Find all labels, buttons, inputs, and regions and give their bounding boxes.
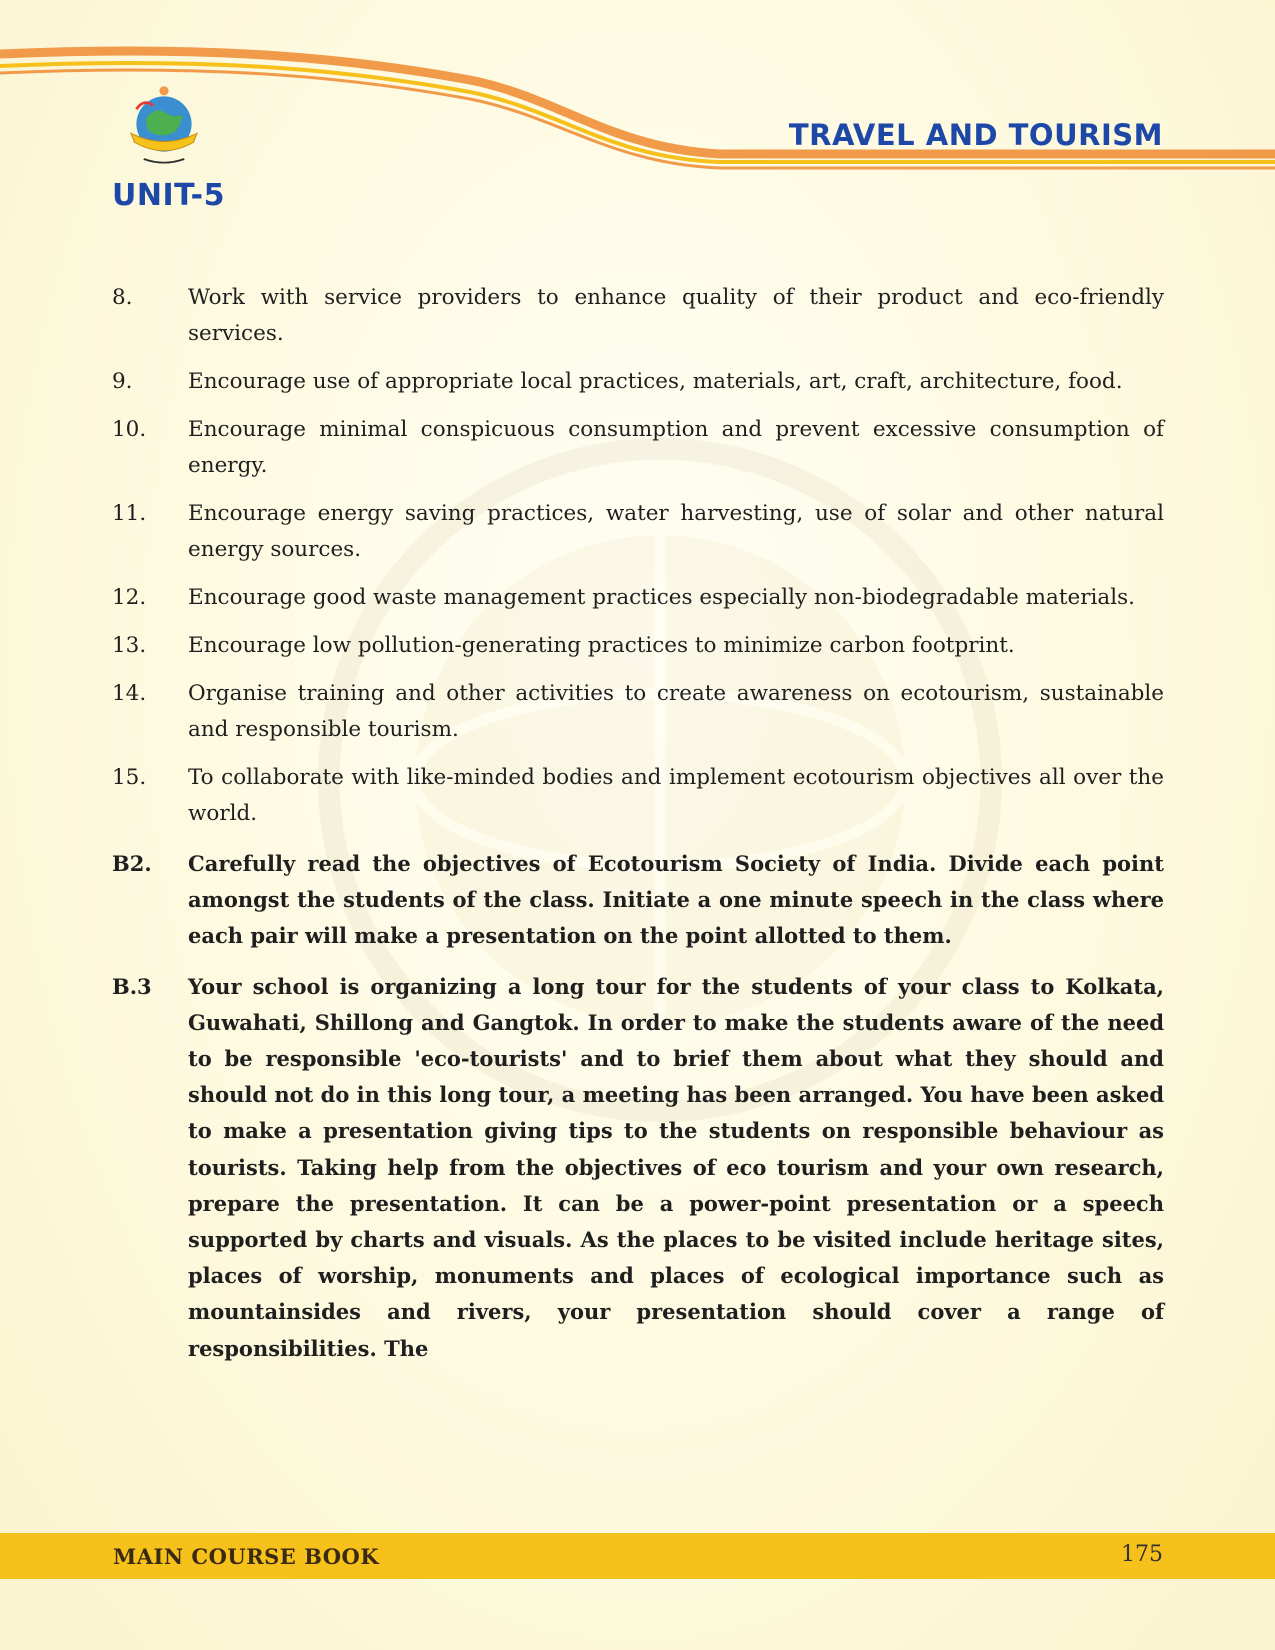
list-item [112, 364, 1164, 400]
task-b2 [112, 846, 1164, 955]
list-item [112, 760, 1164, 832]
task-number: B.3 [112, 973, 152, 999]
item-number: 13. [112, 633, 147, 658]
task-b3 [112, 969, 1164, 1367]
task-text: Your school is organizing a long tour for the students of your class to Kolkata, Guwahati, Shillong and Gangtok. In order to make the students aware of the need to be responsible 'eco-tourists' and to brief them about what they should and should not do in this long tour, a meeting has been arranged. You have been asked to make a presentation giving tips to the students on responsible behaviour as tourists. Taking help from the objectives of eco tourism and your own research, prepare the presentation. It can be a power-point presentation or a speech supported by charts and visuals. As the places to be visited include heritage sites, places of worship, monuments and places of ecological importance such as mountainsides and rivers, your presentation should cover a range of responsibilities. The [188, 973, 1164, 1361]
item-text: Work with service providers to enhance quality of their product and eco-friendly services. [188, 285, 1164, 346]
item-number: 12. [112, 585, 147, 610]
item-text: Organise training and other activities to create awareness on ecotourism, sustainable and responsible tourism. [188, 681, 1164, 742]
item-text: To collaborate with like-minded bodies and implement ecotourism objectives all over the world. [188, 765, 1164, 826]
page-number: 175 [1121, 1542, 1163, 1567]
list-item [112, 280, 1164, 352]
list-item [112, 628, 1164, 664]
item-text: Encourage minimal conspicuous consumption and prevent excessive consumption of energy. [188, 417, 1164, 478]
item-number: 8. [112, 285, 133, 310]
list-item [112, 496, 1164, 568]
item-number: 9. [112, 369, 133, 394]
page-title: TRAVEL AND TOURISM [788, 118, 1163, 152]
item-text: Encourage good waste management practices especially non-biodegradable materials. [188, 585, 1135, 610]
task-number: B2. [112, 851, 152, 876]
item-text: Encourage use of appropriate local practices, materials, art, craft, architecture, food. [188, 369, 1123, 394]
unit-label: UNIT-5 [112, 178, 226, 213]
task-text: Carefully read the objectives of Ecotourism Society of India. Divide each point amongst the students of the class. Initiate a one minute speech in the class where each pair will make a presentation on the point allotted to them. [188, 851, 1164, 949]
item-number: 14. [112, 681, 147, 706]
item-number: 11. [112, 501, 147, 526]
cbse-logo [118, 78, 210, 170]
item-number: 10. [112, 417, 147, 442]
item-number: 15. [112, 765, 147, 790]
item-text: Encourage low pollution-generating practices to minimize carbon footprint. [188, 633, 1015, 658]
book-title: MAIN COURSE BOOK [113, 1544, 380, 1569]
item-text: Encourage energy saving practices, water harvesting, use of solar and other natural energy sources. [188, 501, 1164, 562]
list-item [112, 676, 1164, 748]
list-item [112, 580, 1164, 616]
page-content [112, 280, 1164, 1379]
list-item [112, 412, 1164, 484]
